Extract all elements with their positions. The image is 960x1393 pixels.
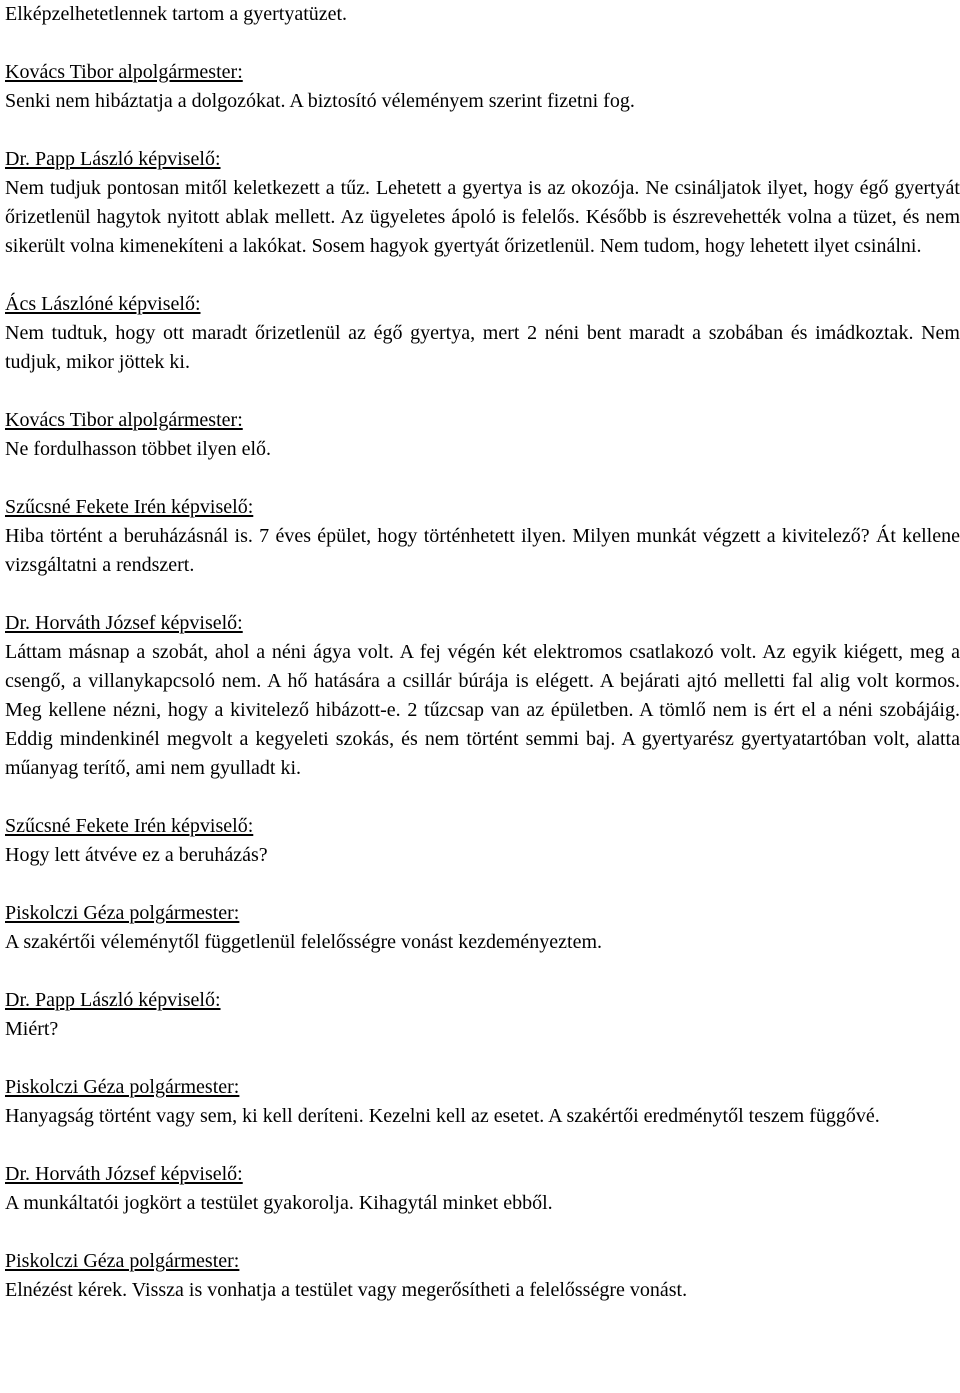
speech-block [5,1073,960,1131]
paragraph-gap [5,870,960,899]
speech-text: Nem tudjuk pontosan mitől keletkezett a tűz. Lehetett a gyertya is az okozója. Ne csináljatok ilyet, hogy égő gyertyát őrizetlenül hagytok nyitott ablak mellett. Az ügyeletes ápoló is felelős. Később is észrevehették volna a tüzet, és nem sikerült volna kimenekíteni a lakókat. Sosem hagyok gyertyát őrizetlenül. Nem tudom, hogy lehetett ilyet csinálni. [5,177,960,257]
paragraph-gap [5,464,960,493]
speech-block [5,899,960,957]
speech-block [5,1247,960,1305]
speech-text: A munkáltatói jogkört a testület gyakorolja. Kihagytál minket ebből. [5,1192,553,1214]
paragraph-gap [5,261,960,290]
paragraph-gap [5,29,960,58]
speaker-label: Piskolczi Géza polgármester: [5,1250,240,1272]
paragraph-gap [5,1044,960,1073]
speech-block [5,609,960,783]
speech-block [5,1160,960,1218]
speaker-label: Kovács Tibor alpolgármester: [5,409,243,431]
speaker-label: Ács Lászlóné képviselő: [5,293,201,315]
paragraph-gap [5,1218,960,1247]
paragraph-gap [5,1131,960,1160]
speech-text: Ne fordulhasson többet ilyen elő. [5,438,272,460]
speaker-label: Dr. Horváth József képviselő: [5,1163,243,1185]
speech-text: Hanyagság történt vagy sem, ki kell deríteni. Kezelni kell az esetet. A szakértői eredménytől teszem függővé. [5,1105,880,1127]
intro-text: Elképzelhetetlennek tartom a gyertyatüzet. [5,3,348,25]
speech-block [5,290,960,377]
speech-block [5,58,960,116]
paragraph-gap [5,377,960,406]
paragraph-gap [5,957,960,986]
speaker-label: Szűcsné Fekete Irén képviselő: [5,815,254,837]
paragraph-gap [5,783,960,812]
speech-block [5,406,960,464]
speech-text: Miért? [5,1018,59,1040]
speech-block [5,812,960,870]
paragraph-gap [5,580,960,609]
speech-text: Hiba történt a beruházásnál is. 7 éves épület, hogy történhetett ilyen. Milyen munkát végzett a kivitelező? Át kellene vizsgáltatni a rendszert. [5,525,960,576]
speech-block [5,145,960,261]
speech-block [5,986,960,1044]
speech-text: Nem tudtuk, hogy ott maradt őrizetlenül az égő gyertya, mert 2 néni bent maradt a szobában és imádkoztak. Nem tudjuk, mikor jöttek ki. [5,322,960,373]
paragraph-gap [5,116,960,145]
speech-text: Elnézést kérek. Vissza is vonhatja a testület vagy megerősítheti a felelősségre vonást. [5,1279,688,1301]
speaker-label: Dr. Horváth József képviselő: [5,612,243,634]
speech-text: A szakértői véleménytől függetlenül felelősségre vonást kezdeményeztem. [5,931,603,953]
speech-text: Hogy lett átvéve ez a beruházás? [5,844,268,866]
speaker-label: Dr. Papp László képviselő: [5,989,221,1011]
speech-text: Senki nem hibáztatja a dolgozókat. A biztosító véleményem szerint fizetni fog. [5,90,635,112]
speaker-label: Szűcsné Fekete Irén képviselő: [5,496,254,518]
speaker-label: Piskolczi Géza polgármester: [5,902,240,924]
speaker-label: Kovács Tibor alpolgármester: [5,61,243,83]
speech-text: Láttam másnap a szobát, ahol a néni ágya volt. A fej végén két elektromos csatlakozó volt. Az egyik kiégett, meg a csengő, a villanykapcsoló nem. A hő hatására a csillár búrája is elégett. A bejárati ajtó melletti fal alig volt kormos. Meg kellene nézni, hogy a kivitelező hibázott-e. 2 tűzcsap van az épületben. A tömlő nem is ért el a néni szobájáig. Eddig mindenkinél megvolt a kegyeleti szokás, és nem történt semmi baj. A gyertyarész gyertyatartóban volt, alatta műanyag terítő, ami nem gyulladt ki. [5,641,960,779]
speaker-label: Dr. Papp László képviselő: [5,148,221,170]
speech-block [5,493,960,580]
speaker-label: Piskolczi Géza polgármester: [5,1076,240,1098]
